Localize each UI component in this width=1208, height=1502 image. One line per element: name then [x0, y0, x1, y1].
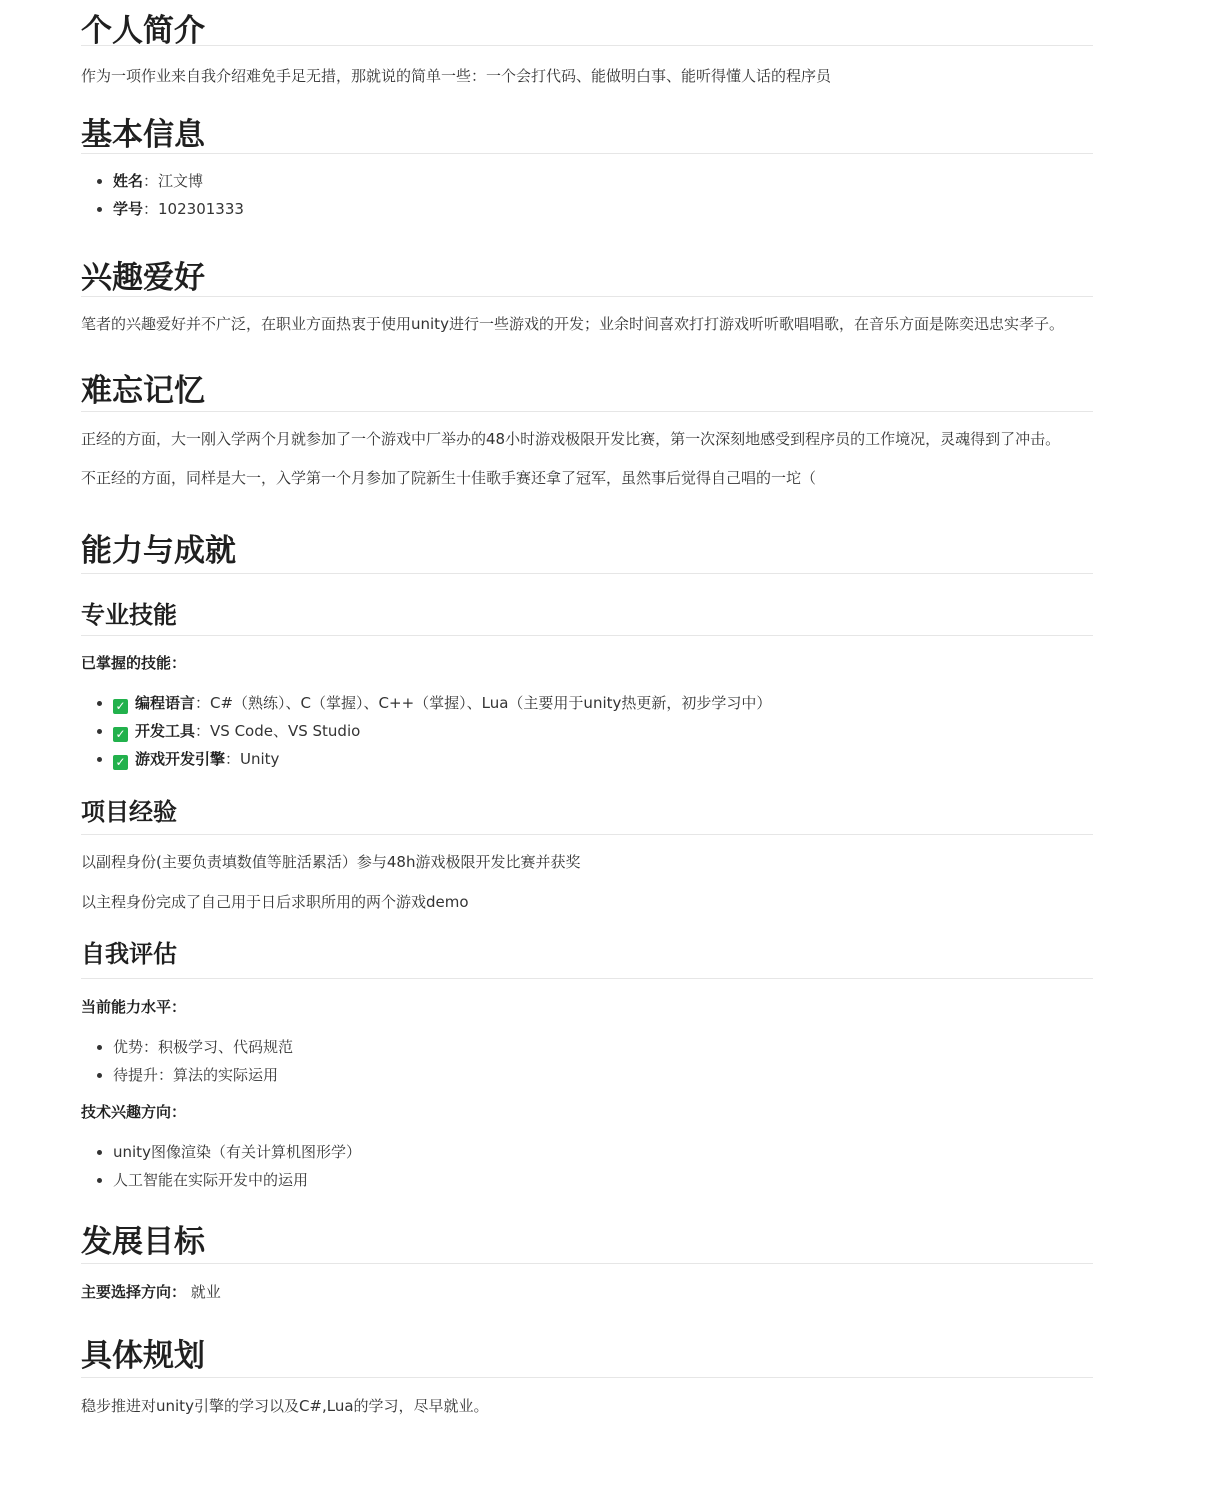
list-item: • 学号：102301333	[113, 195, 1093, 223]
projects-paragraph-1: 以副程身份(主要负责填数值等脏活累活）参与48h游戏极限开发比赛并获奖	[81, 853, 581, 871]
goal-label: 主要选择方向：	[81, 1283, 187, 1301]
heading-plan: 具体规划	[81, 1304, 1093, 1378]
goal-value: 就业	[186, 1283, 221, 1301]
heading-basic-info: 基本信息	[81, 105, 1093, 154]
list-item: • unity图像渲染（有关计算机图形学）	[113, 1138, 1093, 1166]
heading-goal: 发展目标	[81, 1194, 1093, 1264]
basic-info-list	[81, 167, 1093, 223]
heading-projects: 项目经验	[81, 773, 1093, 835]
hobby-paragraph: 笔者的兴趣爱好并不广泛，在职业方面热衷于使用unity进行一些游戏的开发；业余时间喜欢打打游戏听听歌唱唱歌，在音乐方面是陈奕迅忠实孝子。	[81, 315, 1064, 333]
intro-paragraph: 作为一项作业来自我介绍难免手足无措，那就说的简单一些：一个会打代码、能做明白事、能听得懂人话的程序员	[81, 67, 832, 85]
check-mark-icon: ✓	[113, 727, 128, 742]
list-item: • ✓ 游戏开发引擎：Unity	[113, 745, 1093, 773]
projects-paragraph-2: 以主程身份完成了自己用于日后求职所用的两个游戏demo	[81, 893, 469, 911]
check-mark-icon: ✓	[113, 699, 128, 714]
ability-level-list	[81, 1033, 1093, 1089]
tech-interest-label: 技术兴趣方向：	[81, 1103, 187, 1121]
list-item: • ✓ 开发工具：VS Code、VS Studio	[113, 717, 1093, 745]
mastered-skills-label: 已掌握的技能：	[81, 654, 187, 672]
heading-skills: 专业技能	[81, 574, 1093, 636]
goal-paragraph	[81, 1281, 1093, 1304]
plan-paragraph: 稳步推进对unity引擎的学习以及C#,Lua的学习，尽早就业。	[81, 1397, 489, 1415]
heading-intro: 个人简介	[81, 0, 1093, 46]
check-mark-icon: ✓	[113, 755, 128, 770]
list-item: • 姓名：江文博	[113, 167, 1093, 195]
heading-ability: 能力与成就	[81, 496, 1093, 574]
heading-memory: 难忘记忆	[81, 340, 1093, 412]
list-item: • 优势：积极学习、代码规范	[113, 1033, 1093, 1061]
list-item: • 人工智能在实际开发中的运用	[113, 1166, 1093, 1194]
heading-assessment: 自我评估	[81, 914, 1093, 979]
memory-paragraph-1: 正经的方面，大一刚入学两个月就参加了一个游戏中厂举办的48小时游戏极限开发比赛，第一次深刻地感受到程序员的工作境况，灵魂得到了冲击。	[81, 430, 1061, 448]
memory-paragraph-2: 不正经的方面，同样是大一，入学第一个月参加了院新生十佳歌手赛还拿了冠军，虽然事后觉得自己唱的一坨（	[81, 469, 817, 487]
skills-list	[81, 689, 1093, 773]
ability-level-label: 当前能力水平：	[81, 998, 187, 1016]
tech-interest-list	[81, 1138, 1093, 1194]
list-item: • 待提升：算法的实际运用	[113, 1061, 1093, 1089]
list-item: • ✓ 编程语言：C#（熟练）、C（掌握）、C++（掌握）、Lua（主要用于unity热更新，初步学习中）	[113, 689, 1093, 717]
document-content	[81, 0, 1093, 1418]
heading-hobby: 兴趣爱好	[81, 235, 1093, 297]
